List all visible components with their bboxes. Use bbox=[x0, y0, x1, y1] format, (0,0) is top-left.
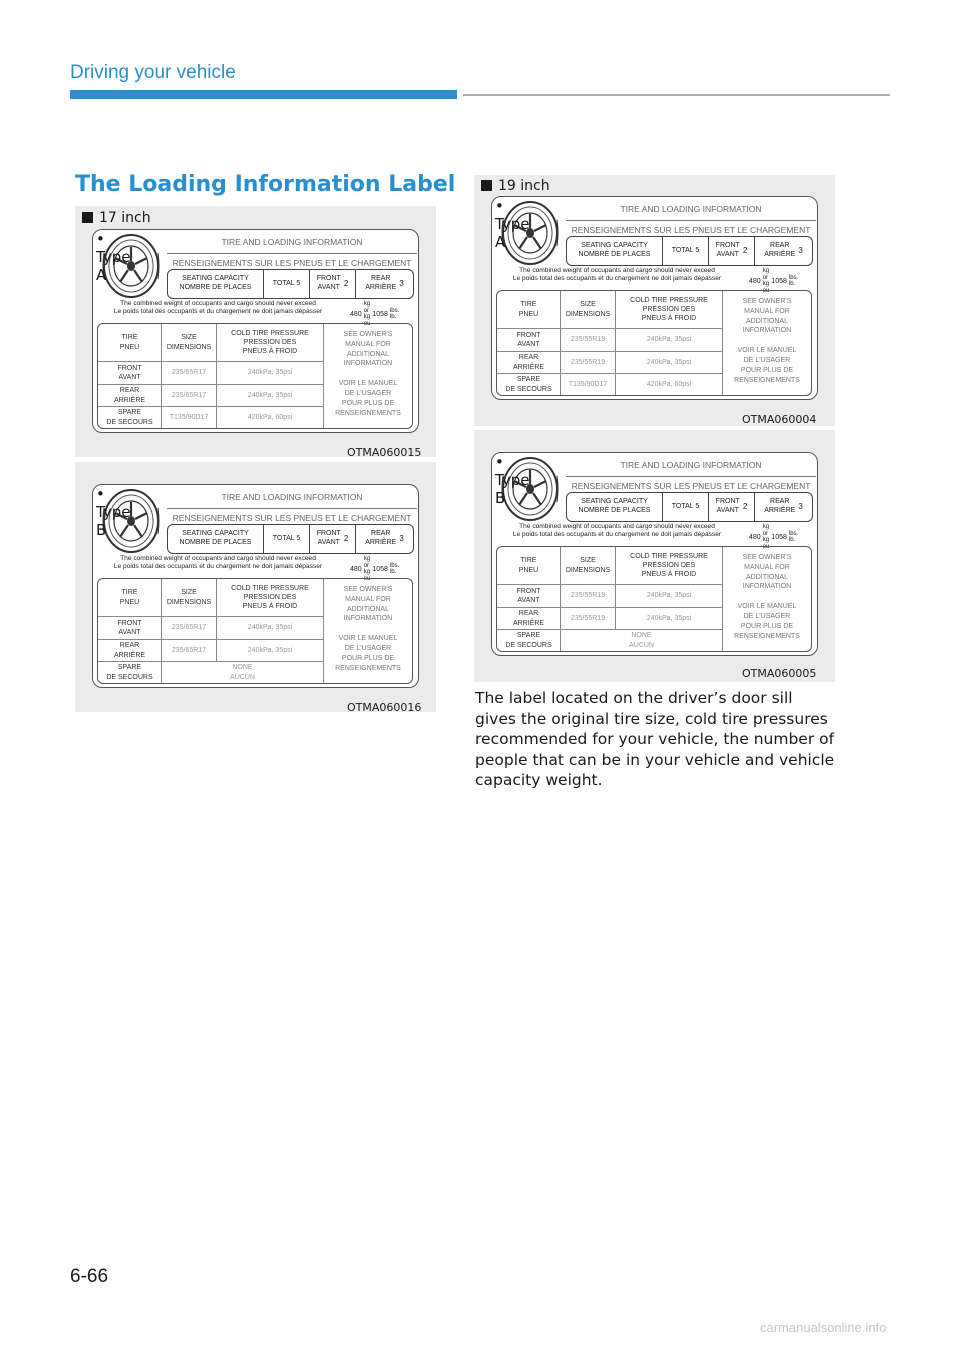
bullet-square-icon bbox=[82, 212, 93, 223]
row-front: FRONT AVANT bbox=[98, 617, 162, 640]
row-front: FRONT AVANT bbox=[497, 329, 561, 352]
rear-size: 235/55R19 bbox=[561, 608, 616, 630]
bullet-square-icon bbox=[481, 180, 492, 191]
type-tag: • Type A bbox=[495, 197, 530, 251]
col-size: SIZE DIMENSIONS bbox=[162, 324, 217, 362]
front-size: 235/65R17 bbox=[162, 617, 217, 640]
weight-limit-text: The combined weight of occupants and cargo should never exceed Le poids total des occupants et du chargement ne doit jamais dépasser bbox=[113, 300, 323, 316]
front-pressure: 240kPa, 35psi bbox=[616, 329, 723, 352]
tire-pressure-table bbox=[496, 546, 812, 652]
front-size: 235/55R19 bbox=[561, 585, 616, 608]
see-manual-note: SEE OWNER'S MANUAL FOR ADDITIONAL INFORMATION VOIR LE MANUEL DE L'USAGER POUR PLUS DE RENSEIGNEMENTS bbox=[335, 586, 401, 672]
spare-pressure: 420kPa, 60psi bbox=[616, 374, 723, 395]
type-tag: • Type A bbox=[96, 230, 131, 284]
see-manual-note: SEE OWNER'S MANUAL FOR ADDITIONAL INFORMATION VOIR LE MANUEL DE L'USAGER POUR PLUS DE RENSEIGNEMENTS bbox=[335, 331, 401, 417]
seating-capacity-box: SEATING CAPACITY NOMBRE DE PLACES TOTAL 5 FRONT AVANT 2 REAR ARRIÈRE 3 bbox=[167, 269, 414, 299]
row-rear: REAR ARRIÈRE bbox=[98, 640, 162, 662]
col-tire: TIRE PNEU bbox=[497, 291, 561, 329]
spare-size: T135/90D17 bbox=[162, 407, 217, 428]
weight-limit-value: 480 kg or kg ou 1058 lbs. lb. bbox=[749, 268, 799, 294]
size-heading-19: 19 inch bbox=[481, 178, 550, 194]
figure-code: OTMA060004 bbox=[742, 413, 817, 426]
weight-limit-value: 480 kg or kg ou 1058 lbs. lb. bbox=[749, 524, 799, 550]
spare-pressure: 420kPa, 60psi bbox=[217, 407, 324, 428]
row-rear: REAR ARRIÈRE bbox=[98, 385, 162, 407]
row-spare: SPARE DE SECOURS bbox=[98, 407, 162, 428]
body-paragraph: The label located on the driver’s door sill gives the original tire size, cold tire pressures recommended for your vehicle, the number of people that can be in your vehicle and vehicle capacity weight. bbox=[475, 689, 835, 789]
see-manual-note: SEE OWNER'S MANUAL FOR ADDITIONAL INFORMATION VOIR LE MANUEL DE L'USAGER POUR PLUS DE RENSEIGNEMENTS bbox=[734, 554, 800, 640]
label-heading: TIRE AND LOADING INFORMATION RENSEIGNEMENTS SUR LES PNEUS ET LE CHARGEMENT bbox=[167, 492, 417, 523]
label-heading: TIRE AND LOADING INFORMATION RENSEIGNEMENTS SUR LES PNEUS ET LE CHARGEMENT bbox=[167, 237, 417, 268]
row-front: FRONT AVANT bbox=[497, 585, 561, 608]
col-tire: TIRE PNEU bbox=[497, 547, 561, 585]
row-rear: REAR ARRIÈRE bbox=[497, 608, 561, 630]
col-pressure: COLD TIRE PRESSURE PRESSION DES PNEUS À FROID bbox=[616, 547, 723, 585]
row-spare: SPARE DE SECOURS bbox=[497, 374, 561, 395]
col-size: SIZE DIMENSIONS bbox=[561, 291, 616, 329]
figure-code: OTMA060005 bbox=[742, 667, 817, 680]
rear-pressure: 240kPa, 35psi bbox=[616, 608, 723, 630]
type-tag: • Type B bbox=[495, 453, 530, 507]
rear-size: 235/55R19 bbox=[561, 352, 616, 374]
rear-size: 235/65R17 bbox=[162, 640, 217, 662]
front-pressure: 240kPa, 35psi bbox=[217, 617, 324, 640]
col-size: SIZE DIMENSIONS bbox=[162, 579, 217, 617]
label-heading: TIRE AND LOADING INFORMATION RENSEIGNEMENTS SUR LES PNEUS ET LE CHARGEMENT bbox=[566, 460, 816, 491]
col-tire: TIRE PNEU bbox=[98, 579, 162, 617]
row-spare: SPARE DE SECOURS bbox=[98, 662, 162, 683]
spare-size: T135/90D17 bbox=[561, 374, 616, 395]
rear-size: 235/65R17 bbox=[162, 385, 217, 407]
tire-pressure-table bbox=[97, 323, 413, 429]
header-accent-bar bbox=[70, 90, 457, 99]
col-size: SIZE DIMENSIONS bbox=[561, 547, 616, 585]
col-tire: TIRE PNEU bbox=[98, 324, 162, 362]
seating-capacity-box: SEATING CAPACITY NOMBRE DE PLACES TOTAL 5 FRONT AVANT 2 REAR ARRIÈRE 3 bbox=[167, 524, 414, 554]
col-pressure: COLD TIRE PRESSURE PRESSION DES PNEUS À FROID bbox=[217, 579, 324, 617]
weight-limit-text: The combined weight of occupants and cargo should never exceed Le poids total des occupants et du chargement ne doit jamais dépasser bbox=[512, 267, 722, 283]
label-heading: TIRE AND LOADING INFORMATION RENSEIGNEMENTS SUR LES PNEUS ET LE CHARGEMENT bbox=[566, 204, 816, 235]
col-pressure: COLD TIRE PRESSURE PRESSION DES PNEUS À FROID bbox=[217, 324, 324, 362]
seating-capacity-box: SEATING CAPACITY NOMBRE DE PLACES TOTAL 5 FRONT AVANT 2 REAR ARRIÈRE 3 bbox=[566, 492, 813, 522]
spare-none: NONE AUCUN bbox=[561, 630, 723, 651]
section-title: The Loading Information Label bbox=[75, 172, 456, 197]
seating-capacity-box: SEATING CAPACITY NOMBRE DE PLACES TOTAL 5 FRONT AVANT 2 REAR ARRIÈRE 3 bbox=[566, 236, 813, 266]
row-front: FRONT AVANT bbox=[98, 362, 162, 385]
page-number: 6-66 bbox=[70, 1266, 109, 1287]
header-rule bbox=[463, 94, 890, 96]
tire-pressure-table bbox=[97, 578, 413, 684]
rear-pressure: 240kPa, 35psi bbox=[616, 352, 723, 374]
spare-none: NONE AUCUN bbox=[162, 662, 324, 683]
weight-limit-text: The combined weight of occupants and cargo should never exceed Le poids total des occupants et du chargement ne doit jamais dépasser bbox=[113, 555, 323, 571]
weight-limit-value: 480 kg or kg ou 1058 lbs. lb. bbox=[350, 556, 400, 582]
tire-pressure-table bbox=[496, 290, 812, 396]
running-header: Driving your vehicle bbox=[70, 62, 236, 83]
row-spare: SPARE DE SECOURS bbox=[497, 630, 561, 651]
front-size: 235/55R19 bbox=[561, 329, 616, 352]
type-tag: • Type B bbox=[96, 485, 131, 539]
figure-code: OTMA060016 bbox=[347, 701, 422, 714]
front-pressure: 240kPa, 35psi bbox=[616, 585, 723, 608]
front-size: 235/65R17 bbox=[162, 362, 217, 385]
size-heading-17: 17 inch bbox=[82, 210, 151, 226]
col-pressure: COLD TIRE PRESSURE PRESSION DES PNEUS À FROID bbox=[616, 291, 723, 329]
watermark: carmanualsonline.info bbox=[760, 1320, 887, 1335]
figure-code: OTMA060015 bbox=[347, 446, 422, 459]
weight-limit-value: 480 kg or kg ou 1058 lbs. lb. bbox=[350, 301, 400, 327]
rear-pressure: 240kPa, 35psi bbox=[217, 640, 324, 662]
front-pressure: 240kPa, 35psi bbox=[217, 362, 324, 385]
rear-pressure: 240kPa, 35psi bbox=[217, 385, 324, 407]
see-manual-note: SEE OWNER'S MANUAL FOR ADDITIONAL INFORMATION VOIR LE MANUEL DE L'USAGER POUR PLUS DE RENSEIGNEMENTS bbox=[734, 298, 800, 384]
row-rear: REAR ARRIÈRE bbox=[497, 352, 561, 374]
weight-limit-text: The combined weight of occupants and cargo should never exceed Le poids total des occupants et du chargement ne doit jamais dépasser bbox=[512, 523, 722, 539]
